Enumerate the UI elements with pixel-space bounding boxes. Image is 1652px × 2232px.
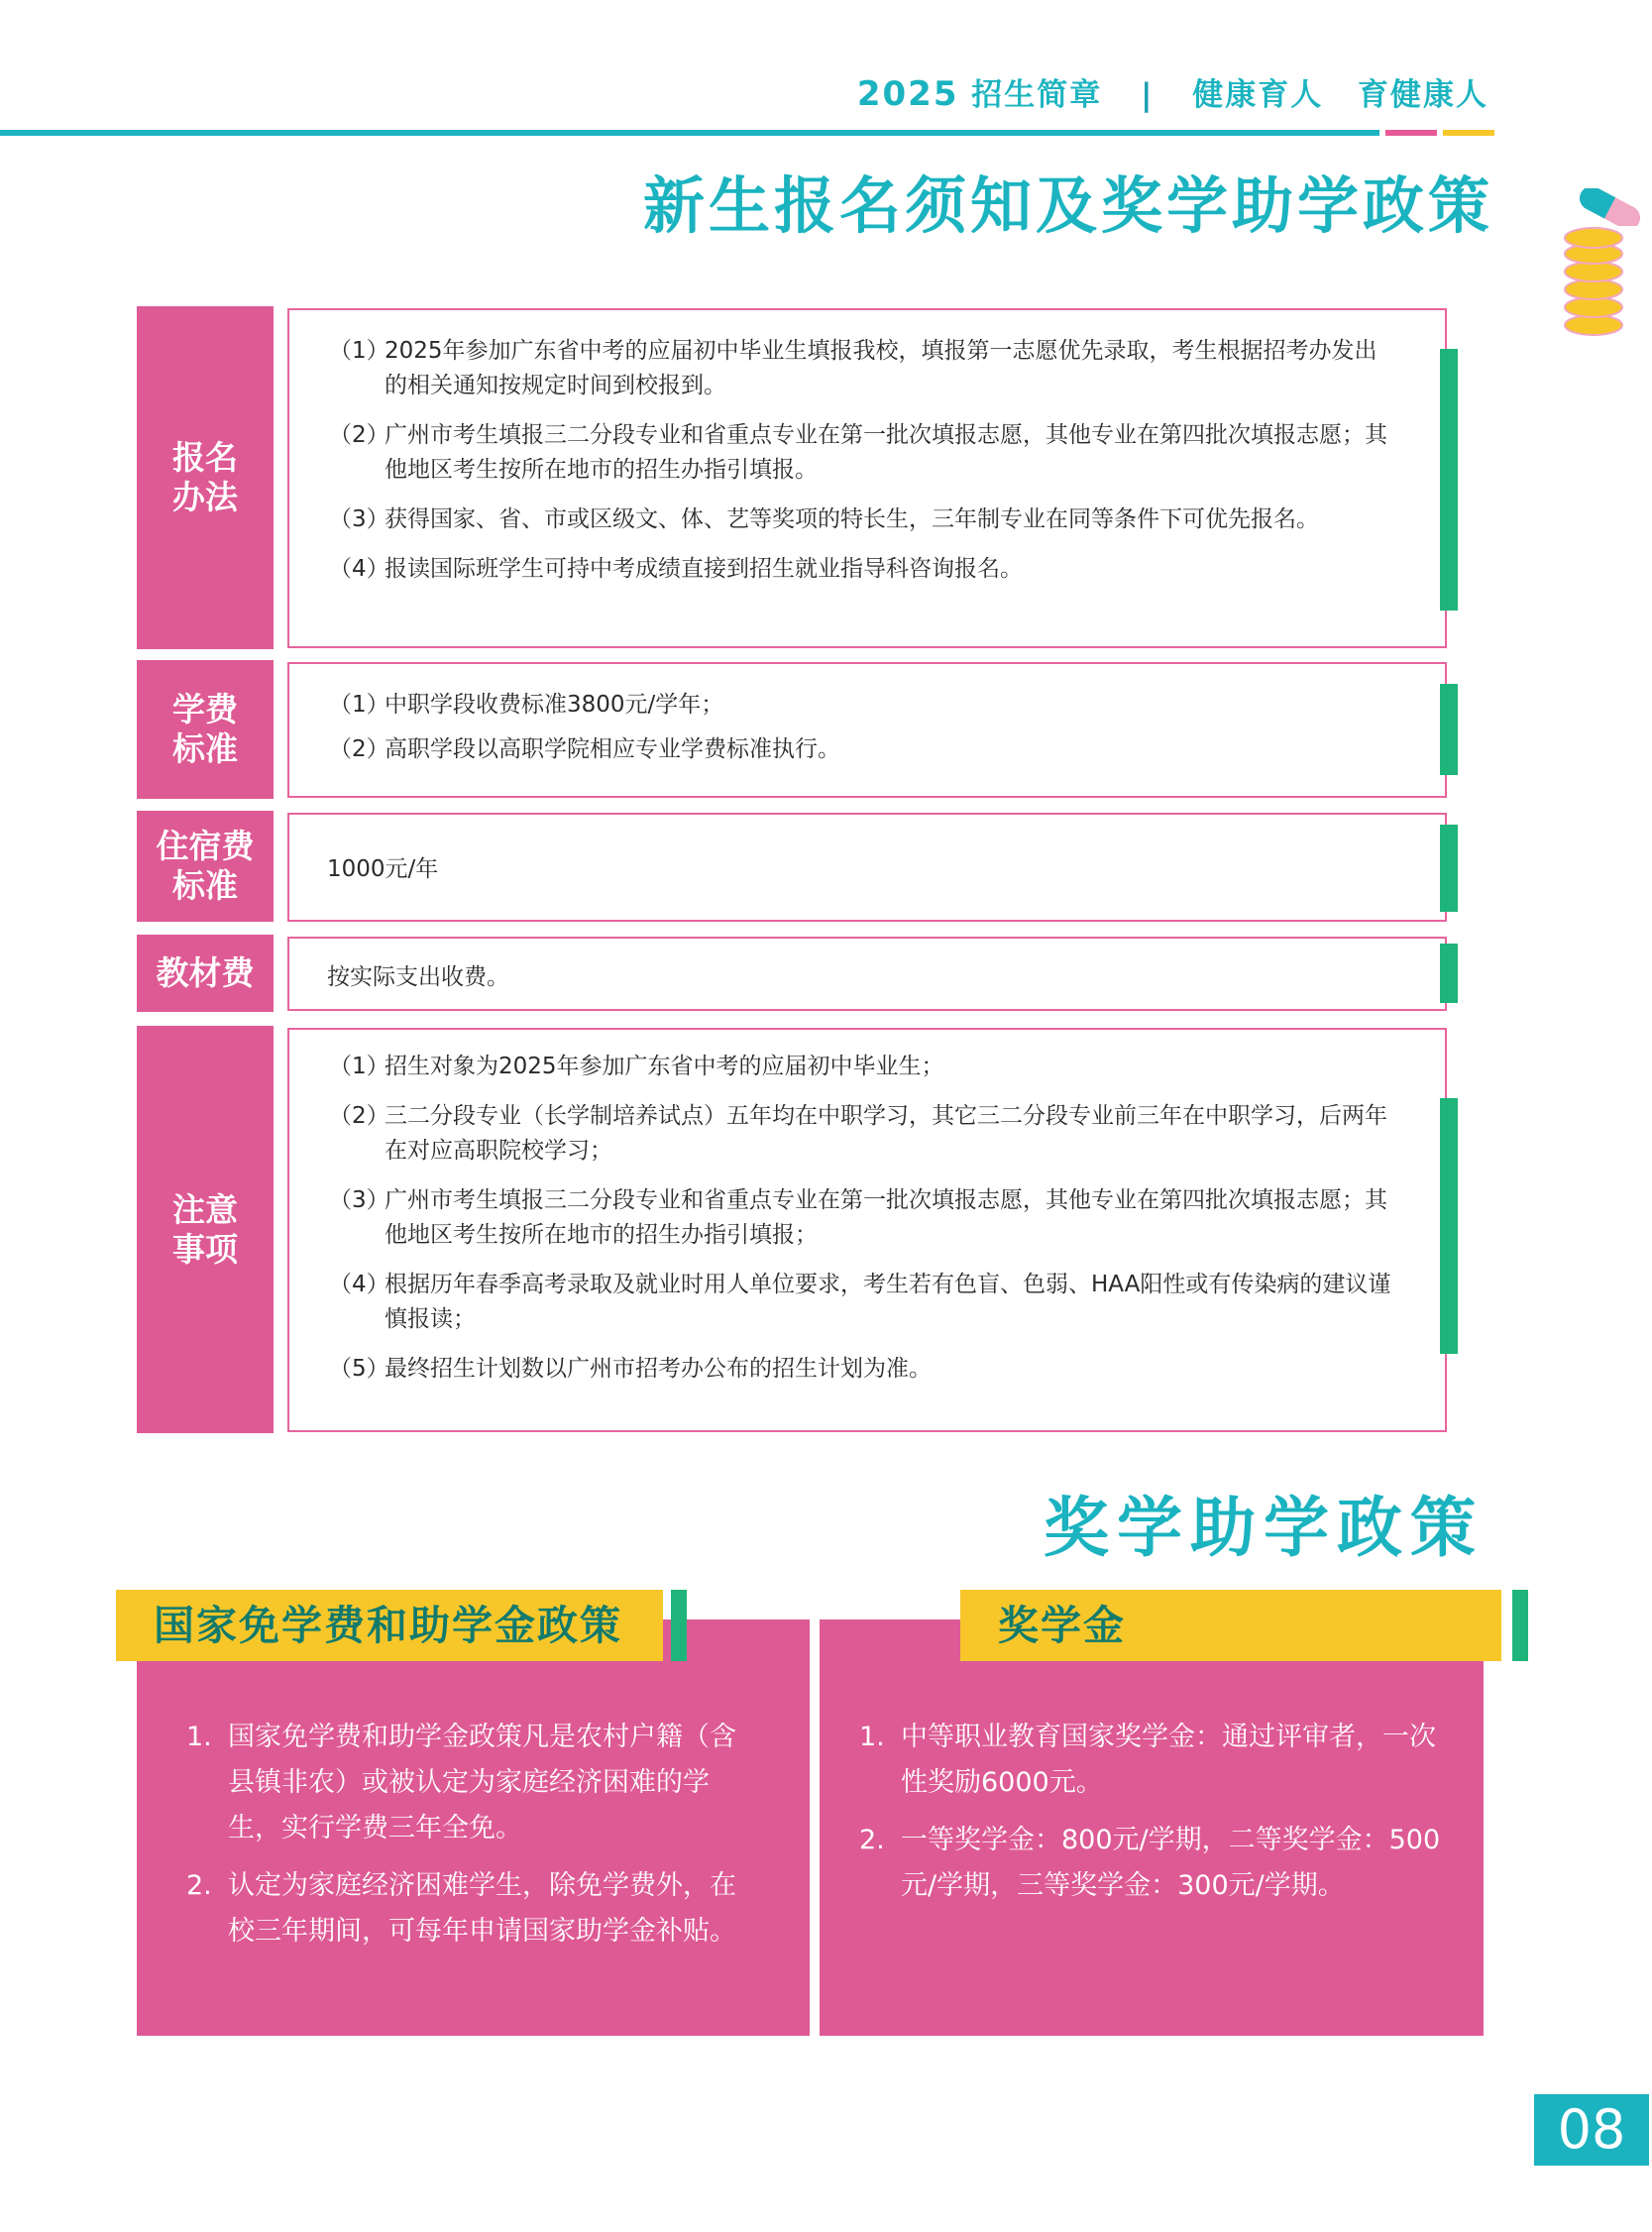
item-number: 1. [186,1722,212,1752]
scholarship-list [859,1715,1444,1921]
dorm-fee-value: 1000元/年 [327,856,439,882]
item-number: （1） [329,1054,389,1079]
scholarship-section-title: 奖学助学政策 [1044,1490,1484,1566]
header-rule-teal [0,130,1379,136]
label-line-2: 标准 [172,729,238,768]
accent-bar [671,1590,687,1661]
item-text: 获得国家、省、市或区级文、体、艺等奖项的特长生，三年制专业在同等条件下可优先报名。 [385,506,1319,532]
notes-box [287,1028,1447,1432]
item-text: 三二分段专业（长学制培养试点）五年均在中职学习，其它三二分段专业前三年在中职学习，后两年在对应高职院校学习； [385,1103,1387,1164]
tuition-list [329,688,1393,782]
scholarship-title: 奖学金 [960,1590,1501,1661]
header-year: 2025 [856,74,959,114]
state-aid-panel [137,1619,810,2036]
accent-bar [1440,684,1458,775]
label-dorm-fee [137,811,274,922]
list-item [329,418,1393,488]
list-item [329,1352,1393,1387]
label-line-1: 注意 [172,1189,238,1229]
label-text: 教材费 [156,953,255,992]
item-number: （2） [329,1103,389,1129]
header-rule-yellow [1443,130,1494,136]
item-number: （2） [329,736,389,762]
list-item [186,1863,754,1954]
header-brochure: 招生简章 [971,77,1103,113]
header-banner [857,69,1488,114]
item-number: （1） [329,692,389,718]
item-text: 最终招生计划数以广州市招考办公布的招生计划为准。 [385,1356,932,1382]
label-enrollment-method [137,306,274,649]
list-item [329,1050,1393,1084]
list-item [859,1818,1444,1909]
label-line-1: 住宿费 [156,827,255,865]
list-item [329,1268,1393,1337]
accent-bar [1440,1098,1458,1354]
accent-bar [1440,349,1458,611]
state-aid-list [186,1715,754,1966]
header-slogan-2: 育健康人 [1358,77,1488,113]
header-rule-pink [1385,130,1437,136]
accent-bar [1440,944,1458,1003]
page-title: 新生报名须知及奖学助学政策 [642,169,1493,242]
list-item [859,1715,1444,1806]
item-text: 报读国际班学生可持中考成绩直接到招生就业指导科咨询报名。 [385,556,1023,582]
textbook-fee-box [287,937,1447,1011]
accent-bar [1440,825,1458,912]
item-text: 中等职业教育国家奖学金：通过评审者，一次性奖励6000元。 [901,1722,1436,1798]
scholarship-panel [820,1619,1484,2036]
tuition-box [287,662,1447,798]
accent-bar [1512,1590,1528,1661]
coin-stack-icon [1561,224,1626,343]
item-text: 认定为家庭经济困难学生，除免学费外，在校三年期间，可每年申请国家助学金补贴。 [228,1870,736,1947]
list-item [186,1715,754,1851]
list-item [329,502,1393,537]
item-number: 1. [859,1722,885,1752]
state-aid-title: 国家免学费和助学金政策 [116,1590,663,1661]
notes-list [329,1050,1393,1401]
item-text: 国家免学费和助学金政策凡是农村户籍（含县镇非农）或被认定为家庭经济困难的学生，实行学费三年全免。 [228,1722,736,1843]
textbook-fee-value: 按实际支出收费。 [327,964,509,990]
list-item [329,1099,1393,1169]
item-text: 招生对象为2025年参加广东省中考的应届初中毕业生； [385,1054,944,1079]
list-item [329,732,1393,767]
capsule-icon [1574,188,1647,226]
label-textbook-fee [137,935,274,1012]
enrollment-method-box [287,308,1447,648]
label-line-2: 标准 [172,866,238,905]
label-line-2: 办法 [172,478,238,516]
list-item [329,1183,1393,1253]
item-number: （2） [329,422,389,448]
label-line-1: 报名 [172,438,238,477]
label-line-1: 学费 [172,690,238,728]
item-text: 广州市考生填报三二分段专业和省重点专业在第一批次填报志愿，其他专业在第四批次填报志愿；其他地区考生按所在地市的招生办指引填报； [385,1187,1387,1248]
item-number: （4） [329,556,389,582]
header-slogan-1: 健康育人 [1192,77,1324,113]
list-item [329,688,1393,723]
item-text: 根据历年春季高考录取及就业时用人单位要求，考生若有色盲、色弱、HAA阳性或有传染病的建议谨慎报读； [385,1272,1391,1332]
item-text: 一等奖学金：800元/学期，二等奖学金：500元/学期，三等奖学金：300元/学期。 [901,1825,1441,1901]
label-line-2: 事项 [172,1229,238,1269]
item-number: 2. [186,1870,212,1901]
enrollment-list [329,334,1393,602]
item-number: （5） [329,1356,389,1382]
item-number: （1） [329,338,389,364]
item-number: （3） [329,1187,389,1213]
label-notes [137,1026,274,1433]
item-text: 中职学段收费标准3800元/学年； [385,692,724,718]
item-text: 广州市考生填报三二分段专业和省重点专业在第一批次填报志愿，其他专业在第四批次填报志愿；其他地区考生按所在地市的招生办指引填报。 [385,422,1387,483]
dorm-fee-box [287,813,1447,922]
item-text: 高职学段以高职学院相应专业学费标准执行。 [385,736,840,762]
item-text: 2025年参加广东省中考的应届初中毕业生填报我校，填报第一志愿优先录取，考生根据招考办发出的相关通知按规定时间到校报到。 [385,338,1377,398]
list-item [329,552,1393,587]
list-item [329,334,1393,403]
item-number: 2. [859,1825,885,1855]
item-number: （4） [329,1272,389,1297]
label-tuition [137,660,274,799]
page-number: 08 [1534,2094,1649,2166]
item-number: （3） [329,506,389,532]
header-separator: | [1141,77,1155,113]
